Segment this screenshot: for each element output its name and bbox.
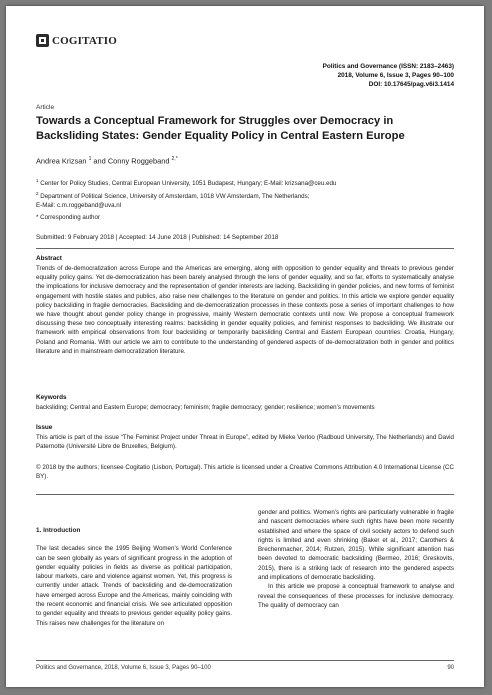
affiliations [36, 176, 456, 211]
license-text: © 2018 by the authors; licensee Cogitatio (Lisbon, Portugal). This article is licensed under a Creative Commons Attribution 4.0 International License (CC BY). [36, 464, 454, 481]
section-heading: 1. Introduction [36, 527, 81, 534]
page-number: 90 [447, 665, 454, 671]
body-paragraph: The last decades since the 1995 Beijing Women’s World Conference can be seen globally as years of significant progress in the adoption of gender equality policies in fields as diverse as political participation, labour markets, care and violence against women. Yet, this progress is currently under attack. Trends of backsliding and de-democratization have emerged across Europe and the Americas, mainly coinciding with the recent economic and financial crisis. We see articulated opposition to gender equality and threats to previous gender equality policy gains. This raises new challenges for the literature on [36, 545, 232, 627]
abstract-text: Trends of de-democratization across Europe and the Americas are emerging, along with opposition to gender equality and threats to previous gender equality policy gains. Yet de-democratization has been barely analysed through the lens of gender equality, and so far, efforts to systematically analyse the implications for inclusive democracy and the representation of gender interests are lacking. Backsliding in gender policies, and new forms of feminist engagement with hostile states and publics, also raise new challenges to the literature on gender and politics. In this article we explore gender equality policy backsliding in fragile democracies. Backsliding and de-democratization processes in these contexts pose a series of important challenges to how we have thought about gender policy change in progressive, mainly Western democratic contexts until now. We propose a conceptual framework discussing these two conceptually interesting realms: backsliding in gender equality policies, and feminist responses to backsliding. We illustrate our framework with empirical observations from four backsliding or temporarily backsliding Central and Eastern European countries: Croatia, Hungary, Poland and Romania. With our article we aim to contribute to the understanding of gendered aspects of de-democratization both in gender and politics literature and in mainstream democratization literature. [36, 265, 454, 355]
author-affiliation-mark: 1 [88, 156, 92, 162]
cogitatio-logo-icon [36, 34, 49, 47]
corresponding-author: * Corresponding author [36, 214, 100, 221]
affiliation-2-email: E-Mail: c.m.roggeband@uva.nl [36, 202, 122, 210]
issue-text: This article is part of the issue “The Feminist Project under Threat in Europe”, edited by Mieke Verloo (Radboud University, The Netherlands) and David Paternotte (Université Libre de Bruxelles, Belgium). [36, 434, 454, 451]
journal-info [323, 62, 454, 89]
author-name: Andrea Krizsan [36, 156, 87, 166]
footer-citation: Politics and Governance, 2018, Volume 6, Issue 3, Pages 90–100 [36, 665, 211, 671]
author-affiliation-mark: 2,* [171, 156, 178, 162]
publisher-logo [36, 34, 117, 47]
article-type: Article [36, 104, 55, 111]
affiliation-mark: 1 [36, 178, 39, 183]
affiliation-2: Department of Political Science, University of Amsterdam, 1018 VW Amsterdam, The Netherlands; [40, 192, 310, 200]
volume-line: 2018, Volume 6, Issue 3, Pages 90–100 [337, 72, 454, 79]
keywords-text: backsliding; Central and Eastern Europe; democracy; feminism; fragile democracy; gender; resilience; women’s movements [36, 404, 375, 411]
journal-line: Politics and Governance (ISSN: 2183–2463) [322, 63, 454, 70]
body-paragraph: In this article we propose a conceptual framework to analyse and reveal the consequences of these processes for inclusive democracy. The quality of democracy can [258, 583, 454, 609]
doi-line: DOI: 10.17645/pag.v6i3.1414 [368, 81, 454, 88]
body-paragraph: gender and politics. Women’s rights are particularly vulnerable in fragile and nascent democracies where such rights have been more recently established and where the space of civil society actors to defend such rights is limited and even shrinking (Baker et al., 2017; Carothers & Brechenmacher, 2014; Rutzen, 2015). While significant attention has been devoted to democratic backsliding (Bermeo, 2016; Greskovits, 2015), there is a striking lack of research into the gendered aspects and implications of democratic backsliding. [258, 509, 454, 582]
article-page [6, 6, 484, 687]
divider [36, 494, 454, 495]
author-list [36, 156, 178, 165]
divider [36, 248, 454, 249]
keywords-heading: Keywords [36, 394, 67, 401]
abstract-heading: Abstract [36, 255, 62, 262]
body-column-right [258, 508, 454, 610]
footer-divider [36, 660, 454, 661]
author-name: Conny Roggeband [107, 156, 170, 166]
title-line-2: Backsliding States: Gender Equality Policy in Central Eastern Europe [36, 130, 405, 142]
publication-dates: Submitted: 9 February 2018 | Accepted: 14 June 2018 | Published: 14 September 2018 [36, 234, 279, 241]
affiliation-1: Center for Policy Studies, Central European University, 1051 Budapest, Hungary; E-Mail: krizsana@ceu.edu [40, 180, 337, 188]
body-column-left [36, 526, 232, 628]
author-separator: and [91, 156, 108, 166]
issue-heading: Issue [36, 424, 53, 431]
affiliation-mark: 2 [36, 190, 39, 196]
article-title [36, 114, 456, 144]
logo-text: COGITATIO [52, 34, 117, 47]
title-line-1: Towards a Conceptual Framework for Struggles over Democracy in [36, 115, 394, 127]
